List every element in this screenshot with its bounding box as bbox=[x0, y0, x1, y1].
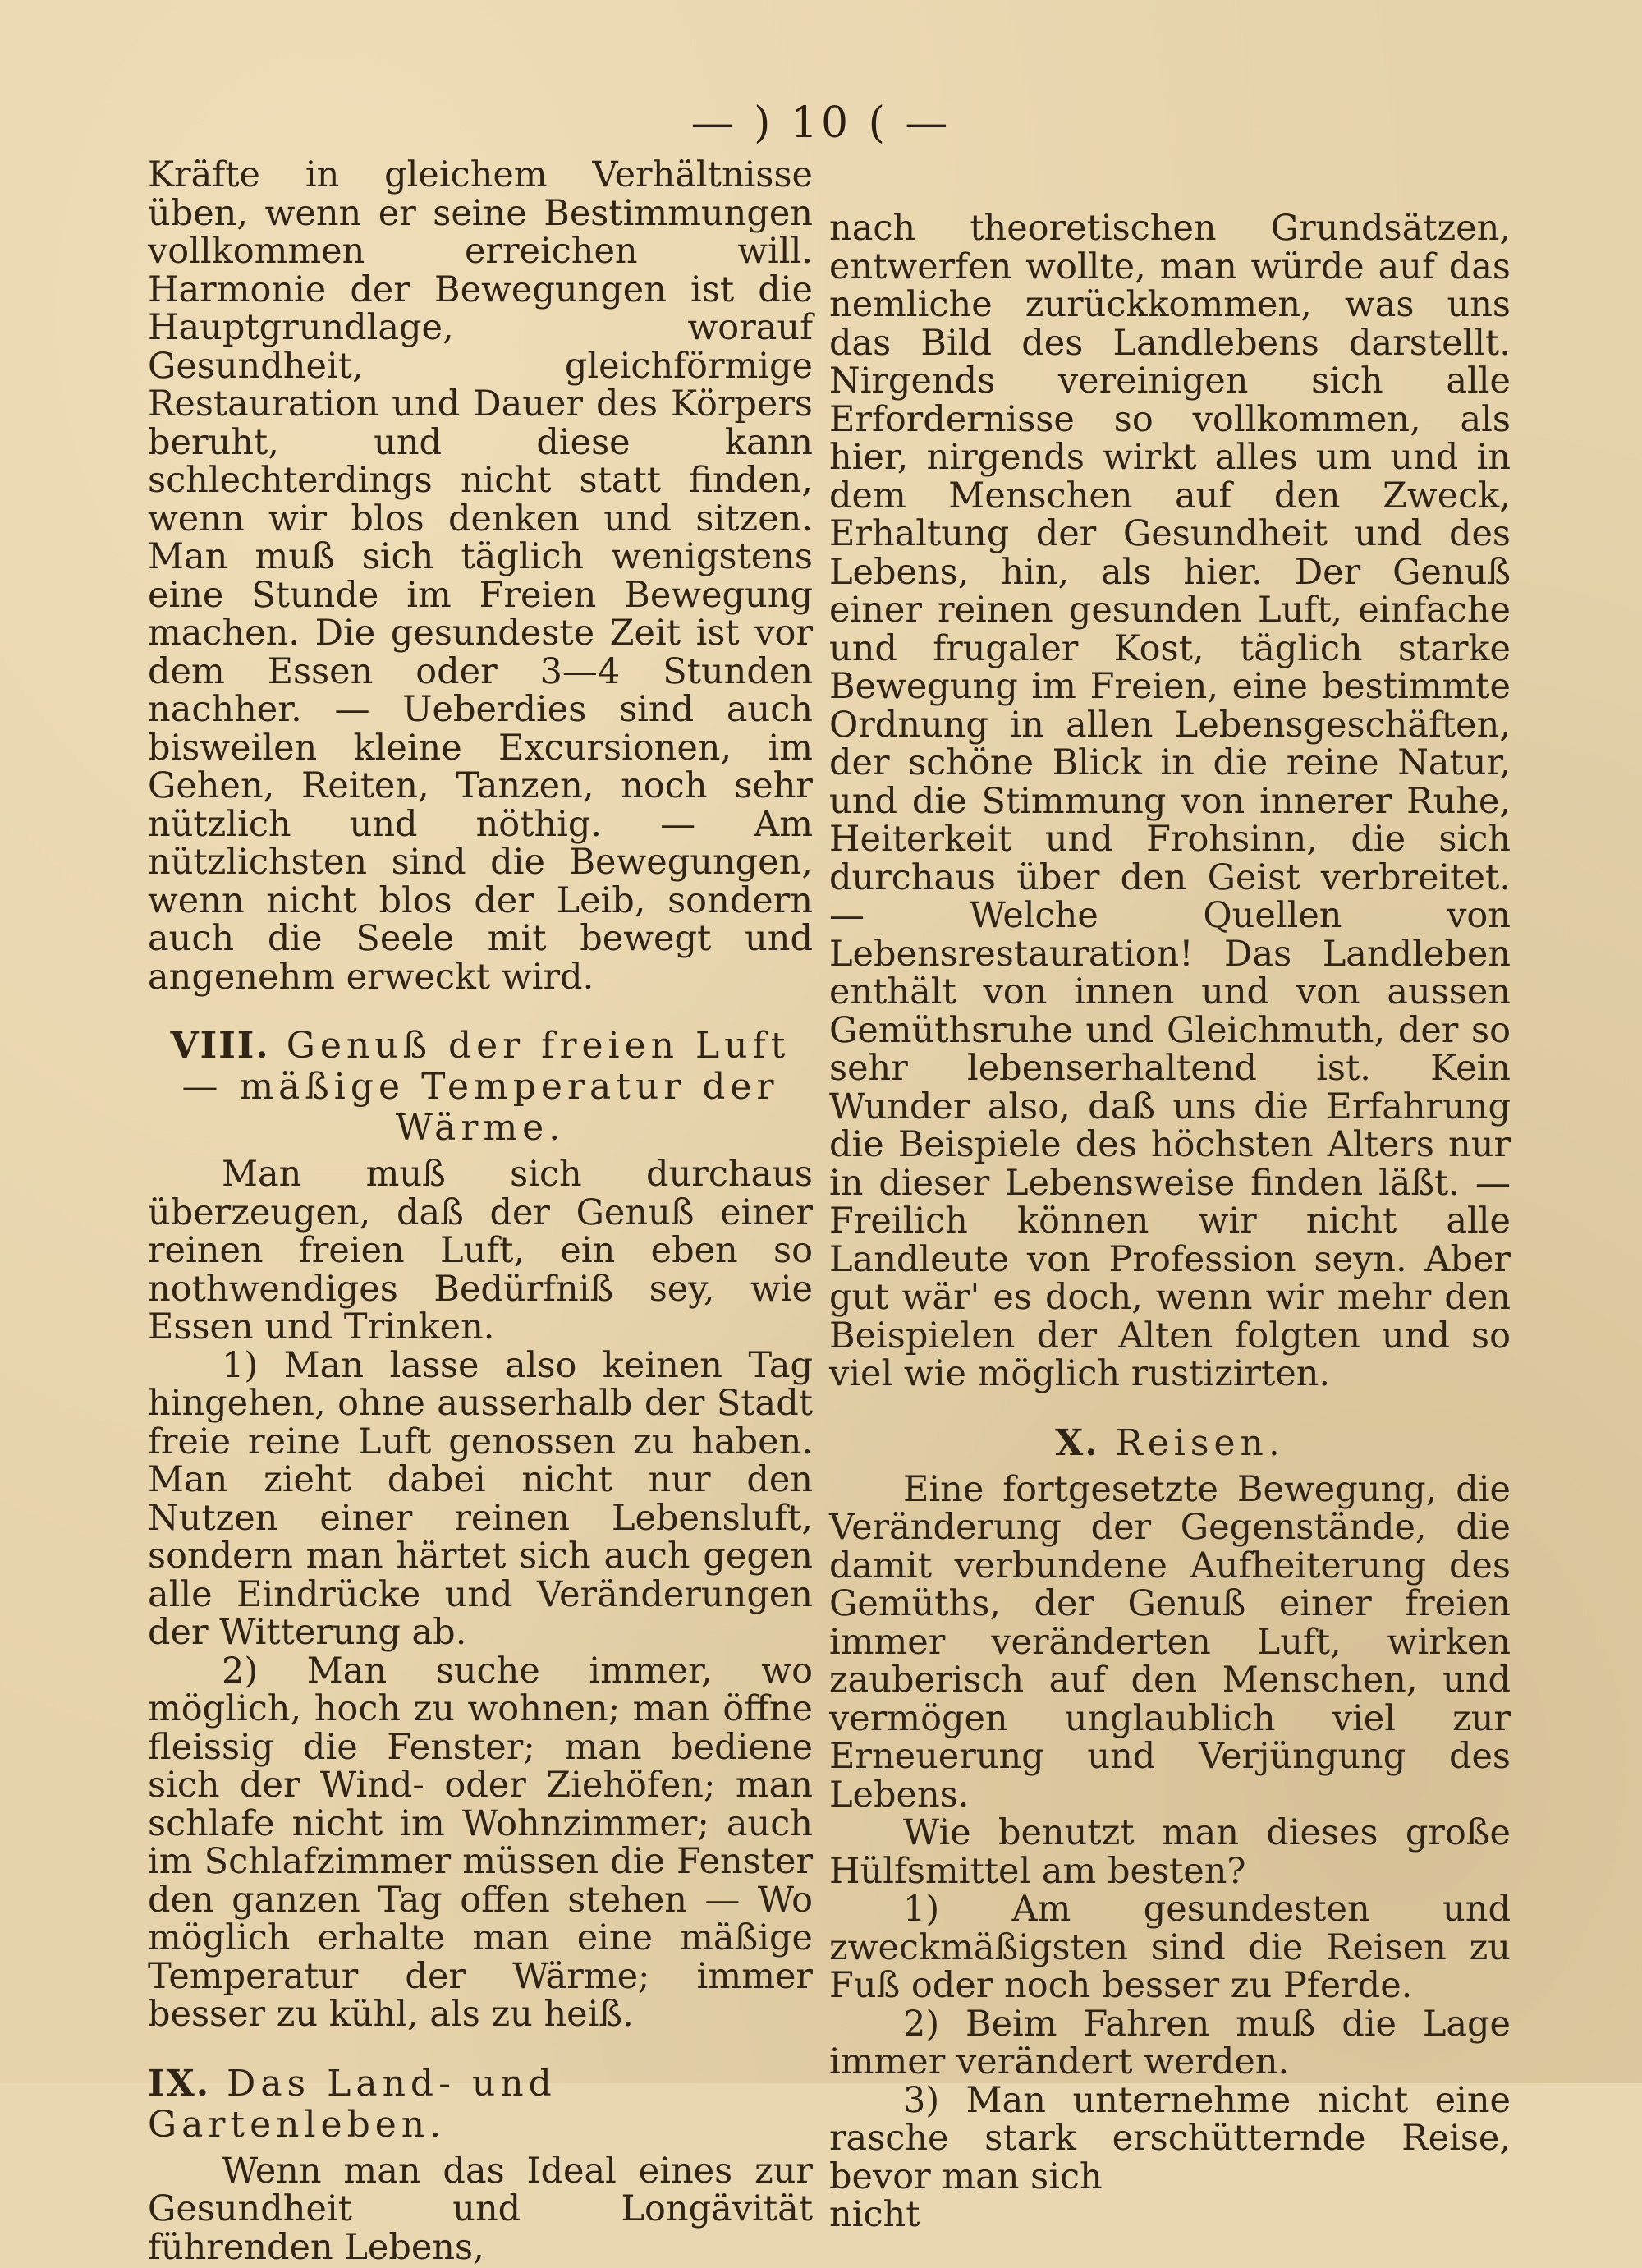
section-x-question: Wie benutzt man dieses große Hülfsmittel am besten? bbox=[829, 1812, 1511, 1892]
catchword: nicht bbox=[829, 2194, 920, 2235]
section-number: VIII. bbox=[170, 1025, 270, 1067]
section-number: IX. bbox=[148, 2062, 211, 2105]
section-x-item-1: 1) Am gesundesten und zweckmäßigsten sind die Reisen zu Fuß oder noch besser zu Pferde. bbox=[829, 1889, 1511, 2006]
section-viii-item-1: 1) Man lasse also keinen Tag hingehen, ohne ausserhalb der Stadt freie reine Luft genossen zu haben. Man zieht dabei nicht nur den Nutzen einer reinen Lebensluft, sondern man härtet sich auch gegen alle Eindrücke und Veränderungen der Witterung ab. bbox=[148, 1344, 813, 1653]
section-title: Genuß der freien Luft — mäßige Temperatur der Wärme. bbox=[181, 1025, 791, 1149]
section-x-item-2: 2) Beim Fahren muß die Lage immer verändert werden. bbox=[829, 2003, 1511, 2082]
paragraph-continued: Kräfte in gleichem Verhältnisse üben, wenn er seine Bestimmungen vollkommen erreichen will. Harmonie der Bewegungen ist die Hauptgrundlage, worauf Gesundheit, gleichförmige Restauration und Dauer des Körpers beruht, und diese kann schlechterdings nicht statt finden, wenn wir blos denken und sitzen. Man muß sich täglich wenigstens eine Stunde im Freien Bewegung machen. Die gesundeste Zeit ist vor dem Essen oder 3—4 Stunden nachher. — Ueberdies sind auch bisweilen kleine Excursionen, im Gehen, Reiten, Tanzen, noch sehr nützlich und nöthig. — Am nützlichsten sind die Bewegungen, wenn nicht blos der Leib, sondern auch die Seele mit bewegt und angenehm erweckt wird. bbox=[148, 154, 813, 998]
section-ix-continued: nach theoretischen Grundsätzen, entwerfen wollte, man würde auf das nemliche zurückkommen, was uns das Bild des Landlebens darstellt. Nirgends vereinigen sich alle Erfordernisse so vollkommen, als hier, nirgends wirkt alles um und in dem Menschen auf den Zweck, Erhaltung der Gesundheit und des Lebens, hin, als hier. Der Genuß einer reinen gesunden Luft, einfache und frugaler Kost, täglich starke Bewegung im Freien, eine bestimmte Ordnung in allen Lebensgeschäften, der schöne Blick in die reine Natur, und die Stimmung von innerer Ruhe, Heiterkeit und Frohsinn, die sich durchaus über den Geist verbreitet. — Welche Quellen von Lebensrestauration! Das Landleben enthält von innen und von aussen Gemüthsruhe und Gleichmuth, der so sehr lebenserhaltend ist. Kein Wunder also, daß uns die Erfahrung die Beispiele des höchsten Alters nur in dieser Lebensweise finden läßt. — Freilich können wir nicht alle Landleute von Profession seyn. Aber gut wär' es doch, wenn wir mehr den Beispielen der Alten folgten und so viel wie möglich rustizirten. bbox=[829, 208, 1511, 1394]
right-column bbox=[829, 209, 1511, 2234]
section-x-item-3: 3) Man unternehme nicht eine rasche stark erschütternde Reise, bevor man sich bbox=[829, 2079, 1511, 2197]
section-title: Das Land- und Gartenleben. bbox=[148, 2062, 557, 2146]
section-heading-ix bbox=[148, 2064, 813, 2146]
section-number: X. bbox=[1055, 1421, 1099, 1464]
page-number: — ) 10 ( — bbox=[690, 99, 952, 148]
section-viii-item-2: 2) Man suche immer, wo möglich, hoch zu wohnen; man öffne fleissig die Fenster; man bediene sich der Wind- oder Ziehöfen; man schlafe nicht im Wohnzimmer; auch im Schlafzimmer müssen die Fenster den ganzen Tag offen stehen — Wo möglich erhalte man eine mäßige Temperatur der Wärme; immer besser zu kühl, als zu heiß. bbox=[148, 1650, 813, 2035]
section-heading-viii bbox=[148, 1026, 813, 1149]
section-ix-intro: Wenn man das Ideal eines zur Gesundheit und Longävität führenden Lebens, bbox=[148, 2150, 813, 2268]
section-title: Reisen. bbox=[1115, 1421, 1285, 1464]
section-heading-x bbox=[829, 1423, 1511, 1464]
section-viii-intro: Man muß sich durchaus überzeugen, daß der Genuß einer reinen freien Luft, ein eben so nothwendiges Bedürfniß sey, wie Essen und Trinken. bbox=[148, 1154, 813, 1347]
section-x-intro: Eine fortgesetzte Bewegung, die Veränderung der Gegenstände, die damit verbundene Aufheiterung des Gemüths, der Genuß einer freien immer veränderten Luft, wirken zauberisch auf den Menschen, und vermögen unglaublich viel zur Erneuerung und Verjüngung des Lebens. bbox=[829, 1468, 1511, 1816]
left-column bbox=[148, 156, 813, 2266]
